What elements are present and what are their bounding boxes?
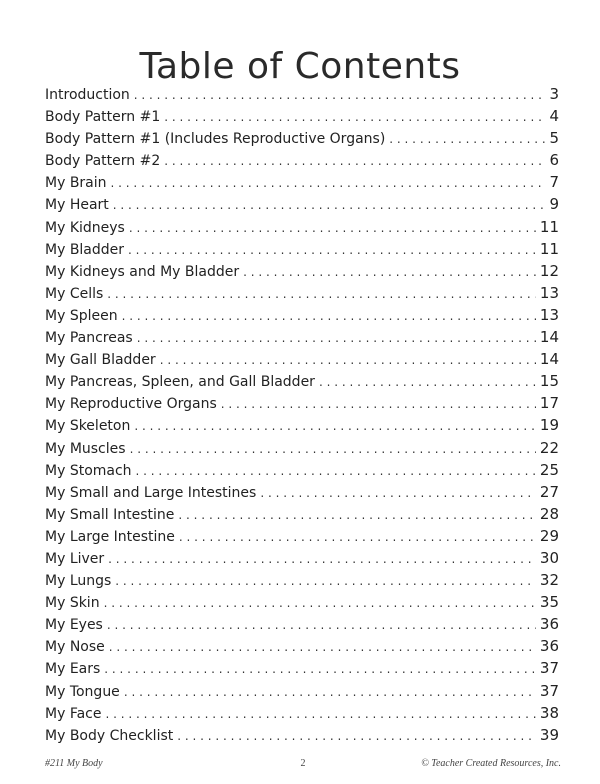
toc-entry-label: My Brain <box>45 175 107 192</box>
toc-entry-label: Body Pattern #1 <box>45 109 161 126</box>
toc-entry-page-number: 36 <box>539 637 559 656</box>
toc-entry-page-number: 28 <box>539 504 559 523</box>
toc-entry-label: My Nose <box>45 639 105 656</box>
toc-entry-label: My Heart <box>45 197 109 214</box>
toc-entry <box>45 569 559 591</box>
toc-entry <box>45 702 559 724</box>
toc-entry-page-number: 4 <box>549 107 559 126</box>
toc-entry <box>45 193 559 215</box>
footer-copyright: © Teacher Created Resources, Inc. <box>421 758 561 769</box>
toc-entry-label: My Skeleton <box>45 418 131 435</box>
toc-entry-label: Introduction <box>45 87 130 103</box>
toc-entry-page-number: 39 <box>539 725 559 744</box>
dot-leader <box>164 106 545 128</box>
dot-leader <box>107 614 536 636</box>
toc-entry <box>45 680 559 702</box>
toc-entry-page-number: 35 <box>539 593 559 612</box>
toc-entry-label: Body Pattern #2 <box>45 153 161 170</box>
toc-entry-label: My Small and Large Intestines <box>45 484 257 501</box>
dot-leader <box>104 592 536 614</box>
toc-entry <box>45 260 559 282</box>
dot-leader <box>107 283 536 305</box>
toc-entry-page-number: 37 <box>539 659 559 678</box>
toc-entry-page-number: 11 <box>539 239 559 258</box>
toc-entry-page-number: 19 <box>539 416 559 435</box>
toc-entry-label: My Stomach <box>45 462 132 479</box>
dot-leader <box>124 681 536 703</box>
toc-entry-label: My Kidneys and My Bladder <box>45 263 240 280</box>
toc-entry <box>45 459 559 481</box>
toc-entry <box>45 326 559 348</box>
toc-entry-page-number: 13 <box>539 305 559 324</box>
toc-entry-page-number: 3 <box>549 85 559 103</box>
toc-entry-label: My Pancreas <box>45 330 133 347</box>
dot-leader <box>122 305 536 327</box>
toc-entry-label: My Reproductive Organs <box>45 396 217 413</box>
footer-book-title: #211 My Body <box>45 758 103 769</box>
toc-entry <box>45 591 559 613</box>
toc-entry-page-number: 11 <box>539 217 559 236</box>
dot-leader <box>113 194 546 216</box>
toc-entry-page-number: 9 <box>549 195 559 214</box>
toc-entry <box>45 370 559 392</box>
dot-leader <box>179 526 536 548</box>
toc-entry-label: My Ears <box>45 661 101 678</box>
toc-entry-page-number: 14 <box>539 328 559 347</box>
toc-entry-page-number: 14 <box>539 350 559 369</box>
toc-entry <box>45 171 559 193</box>
toc-entry-label: My Eyes <box>45 617 103 634</box>
toc-entry-label: My Spleen <box>45 307 118 324</box>
dot-leader <box>221 393 536 415</box>
toc-entry <box>45 238 559 260</box>
toc-entry-page-number: 15 <box>539 372 559 391</box>
toc-entry <box>45 83 559 105</box>
dot-leader <box>178 504 535 526</box>
toc-entry-label: My Cells <box>45 285 104 302</box>
dot-leader <box>130 438 536 460</box>
footer-page-number: 2 <box>300 758 306 769</box>
dot-leader <box>108 548 536 570</box>
toc-entry <box>45 127 559 149</box>
toc-entry-page-number: 7 <box>549 173 559 192</box>
toc-entry-label: My Face <box>45 705 102 722</box>
toc-entry <box>45 635 559 657</box>
dot-leader <box>111 172 546 194</box>
page-title: Table of Contents <box>139 46 461 88</box>
toc-entry <box>45 149 559 171</box>
toc-entry <box>45 348 559 370</box>
toc-entry-label: My Liver <box>45 550 105 567</box>
dot-leader <box>177 725 536 747</box>
toc-entry-label: My Body Checklist <box>45 727 174 744</box>
dot-leader <box>389 128 545 150</box>
toc-entry-page-number: 12 <box>539 261 559 280</box>
toc-entry <box>45 304 559 326</box>
toc-entry-label: My Skin <box>45 595 100 612</box>
dot-leader <box>104 658 536 680</box>
toc-entry <box>45 414 559 436</box>
toc-entry-label: My Bladder <box>45 241 125 258</box>
toc-entry-page-number: 36 <box>539 615 559 634</box>
toc-entry <box>45 657 559 679</box>
toc-entry-page-number: 17 <box>539 394 559 413</box>
toc-entry <box>45 105 559 127</box>
toc-entry <box>45 392 559 414</box>
dot-leader <box>134 415 536 437</box>
dot-leader <box>319 371 536 393</box>
toc-entry-label: My Small Intestine <box>45 506 175 523</box>
dot-leader <box>128 239 536 261</box>
dot-leader <box>105 703 535 725</box>
toc-entry-label: My Kidneys <box>45 219 125 236</box>
toc-entry <box>45 437 559 459</box>
dot-leader <box>160 349 536 371</box>
dot-leader <box>137 327 536 349</box>
toc-entry-page-number: 32 <box>539 571 559 590</box>
toc-entry-label: My Muscles <box>45 440 126 457</box>
dot-leader <box>136 460 536 482</box>
toc-entry-page-number: 22 <box>539 438 559 457</box>
toc-entry-page-number: 38 <box>539 703 559 722</box>
page-footer <box>45 758 561 774</box>
toc-entry-page-number: 29 <box>539 526 559 545</box>
toc-entry <box>45 503 559 525</box>
toc-entry <box>45 525 559 547</box>
toc-entry <box>45 724 559 746</box>
toc-entry-page-number: 25 <box>539 460 559 479</box>
toc-entry-page-number: 13 <box>539 283 559 302</box>
dot-leader <box>115 570 536 592</box>
toc-entry-label: Body Pattern #1 (Includes Reproductive Organs) <box>45 131 386 148</box>
toc-entry-label: My Pancreas, Spleen, and Gall Bladder <box>45 374 315 391</box>
toc-entry <box>45 481 559 503</box>
dot-leader <box>260 482 536 504</box>
dot-leader <box>164 150 545 172</box>
table-of-contents <box>45 83 559 746</box>
toc-entry-page-number: 30 <box>539 548 559 567</box>
dot-leader <box>134 84 546 106</box>
dot-leader <box>243 261 536 283</box>
dot-leader <box>129 217 536 239</box>
toc-entry-page-number: 6 <box>549 151 559 170</box>
dot-leader <box>109 636 536 658</box>
toc-entry <box>45 282 559 304</box>
toc-entry-label: My Tongue <box>45 683 120 700</box>
toc-entry <box>45 613 559 635</box>
toc-entry-label: My Large Intestine <box>45 528 175 545</box>
toc-entry-page-number: 27 <box>539 482 559 501</box>
toc-entry <box>45 216 559 238</box>
toc-entry-page-number: 5 <box>549 129 559 148</box>
toc-entry-label: My Gall Bladder <box>45 352 156 369</box>
toc-entry <box>45 547 559 569</box>
toc-entry-page-number: 37 <box>539 681 559 700</box>
toc-entry-label: My Lungs <box>45 573 112 590</box>
